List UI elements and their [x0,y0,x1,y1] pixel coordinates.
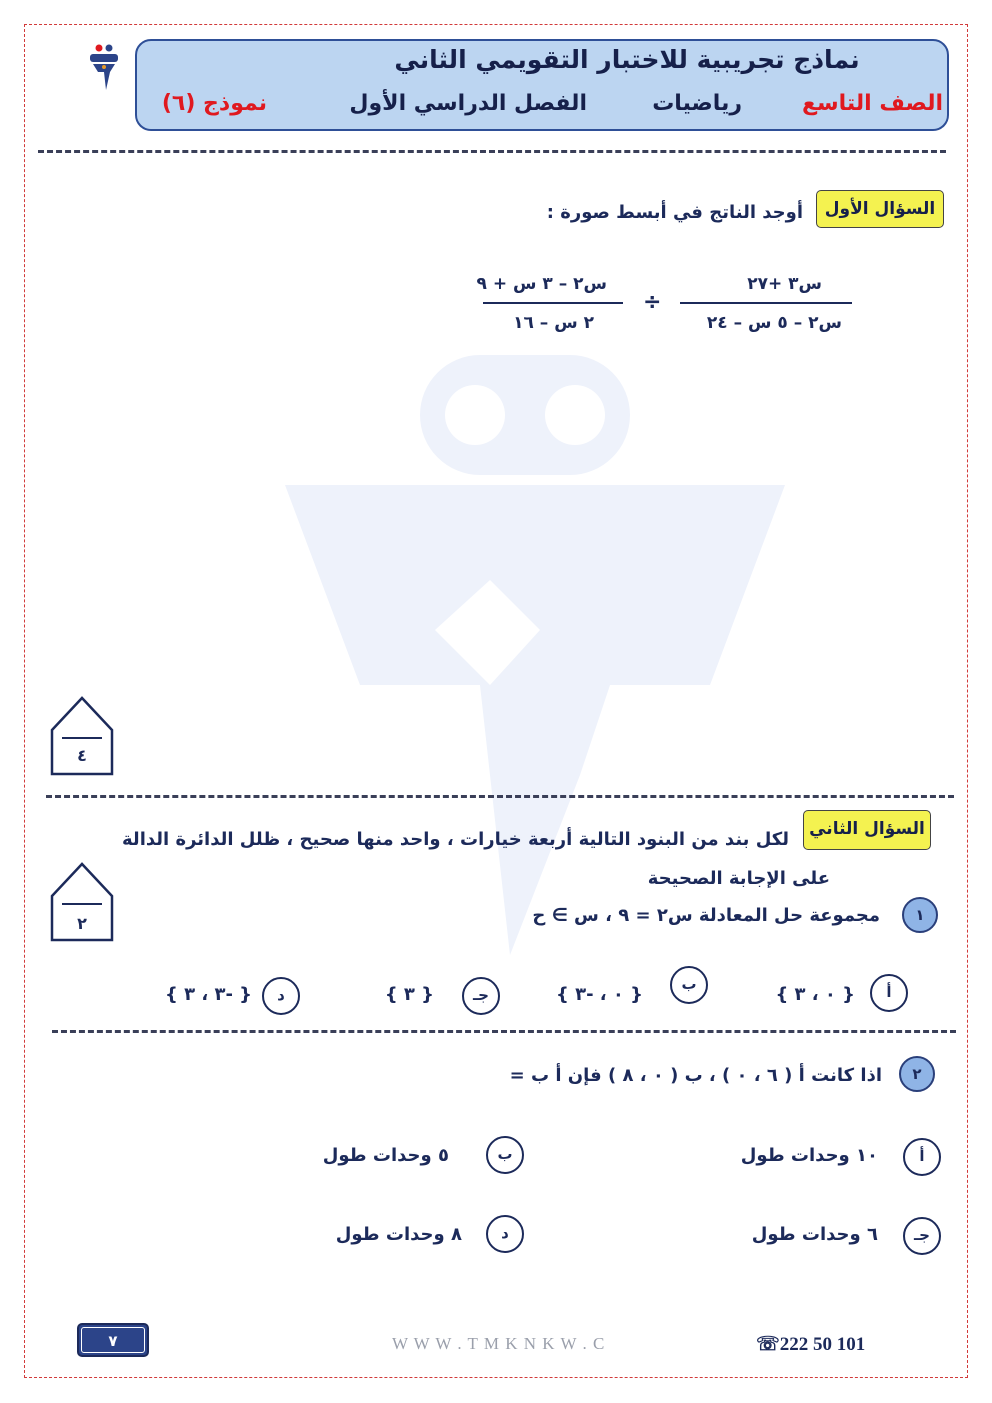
page-number: ٧ [81,1327,145,1353]
divider [52,1030,956,1033]
page-number-box [77,1323,149,1357]
item-2-option-d: ٨ وحدات طول [335,1224,462,1245]
header-model: نموذج (٦) [161,91,267,116]
q2-label: السؤال الثاني [803,810,931,850]
item-1-number: ١ [902,897,938,933]
frac1-bar [680,302,852,304]
item-2-option-c: ٦ وحدات طول [751,1224,878,1245]
item-1-option-b-bubble[interactable]: ب [670,966,708,1004]
header-subject: رياضيات [652,91,742,116]
q2-instruction: لكل بند من البنود التالية أربعة خيارات ، واحد منها صحيح ، ظلل الدائرة الدالة [122,829,789,850]
q1-score: ٤ [77,746,87,765]
item-2-option-b-bubble[interactable]: ب [486,1136,524,1174]
frac2-denominator: ٢ س – ١٦ [513,313,594,333]
item-1-option-c: { ٣ } [384,984,434,1005]
watermark-logo [280,355,790,995]
header-term: الفصل الدراسي الأول [349,91,587,116]
item-2-option-a: ١٠ وحدات طول [740,1145,878,1166]
q2-score: ٢ [77,914,87,933]
item-1-option-a: { ٠ ، ٣ } [775,984,855,1005]
website-link[interactable]: W W W . T M K N K W . C [392,1334,606,1353]
q2-instruction-cont: على الإجابة الصحيحة [647,868,830,889]
item-1-option-d-bubble[interactable]: د [262,977,300,1015]
item-2-question: اذا كانت أ ( ٦ ، ٠ ) ، ب ( ٠ ، ٨ ) فإن أ ب = [509,1065,882,1086]
item-2-option-a-bubble[interactable]: أ [903,1138,941,1176]
q1-instruction: أوجد الناتج في أبسط صورة : [546,202,803,223]
q1-score-box [50,696,114,776]
divider [38,150,946,153]
logo-icon [84,42,124,94]
frac2-numerator: س٢ – ٣ س + ٩ [476,274,607,294]
frac1-denominator: س٢ – ٥ س – ٢٤ [706,313,842,333]
item-2-number: ٢ [899,1056,935,1092]
frac1-numerator: س٣ +٢٧ [747,274,822,294]
q1-label: السؤال الأول [816,190,944,228]
header-grade: الصف التاسع [801,91,943,116]
division-operator: ÷ [643,290,662,315]
item-1-option-c-bubble[interactable]: جـ [462,977,500,1015]
item-2-option-d-bubble[interactable]: د [486,1215,524,1253]
item-1-option-d: { -٣ ، ٣ } [164,984,252,1005]
item-2-option-b: ٥ وحدات طول [322,1145,449,1166]
phone-number: ☏222 50 101 [756,1334,866,1355]
item-1-option-b: { ٠ ، -٣ } [555,984,643,1005]
frac2-bar [483,302,623,304]
item-1-question: مجموعة حل المعادلة س٢ = ٩ ، س ∋ ح [532,905,880,926]
header-box [135,39,949,131]
item-1-option-a-bubble[interactable]: أ [870,974,908,1012]
divider [46,795,954,798]
item-2-option-c-bubble[interactable]: جـ [903,1217,941,1255]
q2-score-box [50,862,114,942]
header-title: نماذج تجريبية للاختبار التقويمي الثاني [394,45,860,74]
